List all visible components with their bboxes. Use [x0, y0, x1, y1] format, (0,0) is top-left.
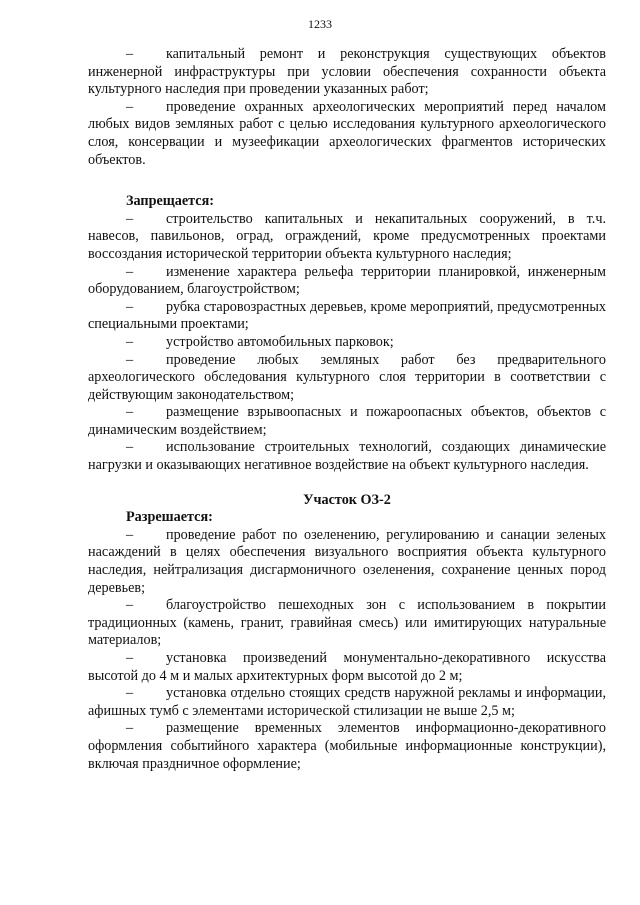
list-item-text: размещение взрывоопасных и пожароопасных объектов, объектов с динамическим воздействием;: [88, 404, 606, 438]
list-item-text: изменение характера рельефа территории планировкой, инженерным оборудованием, благоустройством;: [88, 263, 606, 298]
list-item-text: установка отдельно стоящих средств наружной рекламы и информации, афишных тумб с элементами исторической стилизации не выше 2,5 м;: [88, 685, 606, 719]
section-title: Участок ОЗ-2: [303, 491, 391, 508]
list-item-text: рубка старовозрастных деревьев, кроме мероприятий, предусмотренных специальными проектами;: [88, 298, 606, 333]
list-dash: –: [126, 298, 134, 315]
list-item-text: установка произведений монументально-декоративного искусства высотой до 4 м и малых архитектурных форм высотой до 2 м;: [88, 650, 606, 684]
list-dash: –: [126, 685, 134, 702]
list-item-text: размещение временных элементов информационно-декоративного оформления событийного характера (мобильные информационные конструкции), включая праздничное оформление;: [88, 720, 606, 772]
list-dash: –: [126, 333, 134, 350]
list-item: [88, 264, 606, 299]
list-dash: –: [126, 351, 134, 368]
list-item: [88, 404, 606, 439]
list-item-text: капитальный ремонт и реконструкция существующих объектов инженерной инфраструктуры при условии обеспечения сохранности объекта культурного наследия при проведении указанных работ;: [88, 46, 606, 98]
list-item-text: строительство капитальных и некапитальных сооружений, в т.ч. навесов, павильонов, оград, ограждений, кроме предусмотренных проектами воссоздания исторической территории объекта культурного наследия;: [88, 210, 606, 262]
list-item-text: использование строительных технологий, создающих динамические нагрузки и оказывающих негативное воздействие на объект культурного наследия.: [88, 439, 606, 474]
list-dash: –: [126, 46, 134, 62]
list-item: [88, 211, 606, 264]
list-item: [88, 650, 606, 685]
list-item-text: устройство автомобильных парковок;: [166, 333, 394, 350]
list-item: [88, 352, 606, 405]
list-item-text: проведение любых земляных работ без предварительного археологического обследования культурного слоя территории в соответствии с действующим законодательством;: [88, 351, 606, 403]
list-dash: –: [126, 650, 134, 666]
page-content: [88, 46, 606, 773]
list-item: [88, 685, 606, 720]
list-item-text: проведение работ по озеленению, регулированию и санации зеленых насаждений в целях обеспечения визуального восприятия объекта культурного наследия, нейтрализация дисгармоничного озеленения, сохранение ценных пород деревьев;: [88, 526, 606, 596]
list-item: [88, 46, 606, 99]
list-dash: –: [126, 597, 134, 614]
list-dash: –: [126, 98, 134, 115]
list-item: [88, 334, 606, 352]
list-item: [88, 439, 606, 474]
list-item-text: благоустройство пешеходных зон с использованием в покрытии традиционных (камень, гранит, гравийная смесь) или имитирующих натуральные материалов;: [88, 597, 606, 649]
allowed-heading: Разрешается:: [126, 509, 213, 526]
list-dash: –: [126, 720, 134, 737]
list-item: [88, 299, 606, 334]
list-dash: –: [126, 439, 134, 456]
page-number: 1233: [308, 17, 332, 31]
list-item: [88, 720, 606, 773]
list-dash: –: [126, 526, 134, 543]
list-dash: –: [126, 210, 134, 227]
list-item: [88, 99, 606, 169]
list-item-text: проведение охранных археологических мероприятий перед началом любых видов земляных работ с целью исследования культурного археологического слоя, консервации и музеефикации археологических фрагментов исторических объектов.: [88, 98, 606, 168]
prohibited-heading: Запрещается:: [126, 193, 214, 210]
list-dash: –: [126, 263, 134, 280]
list-dash: –: [126, 404, 134, 421]
list-item: [88, 527, 606, 597]
list-item: [88, 597, 606, 650]
